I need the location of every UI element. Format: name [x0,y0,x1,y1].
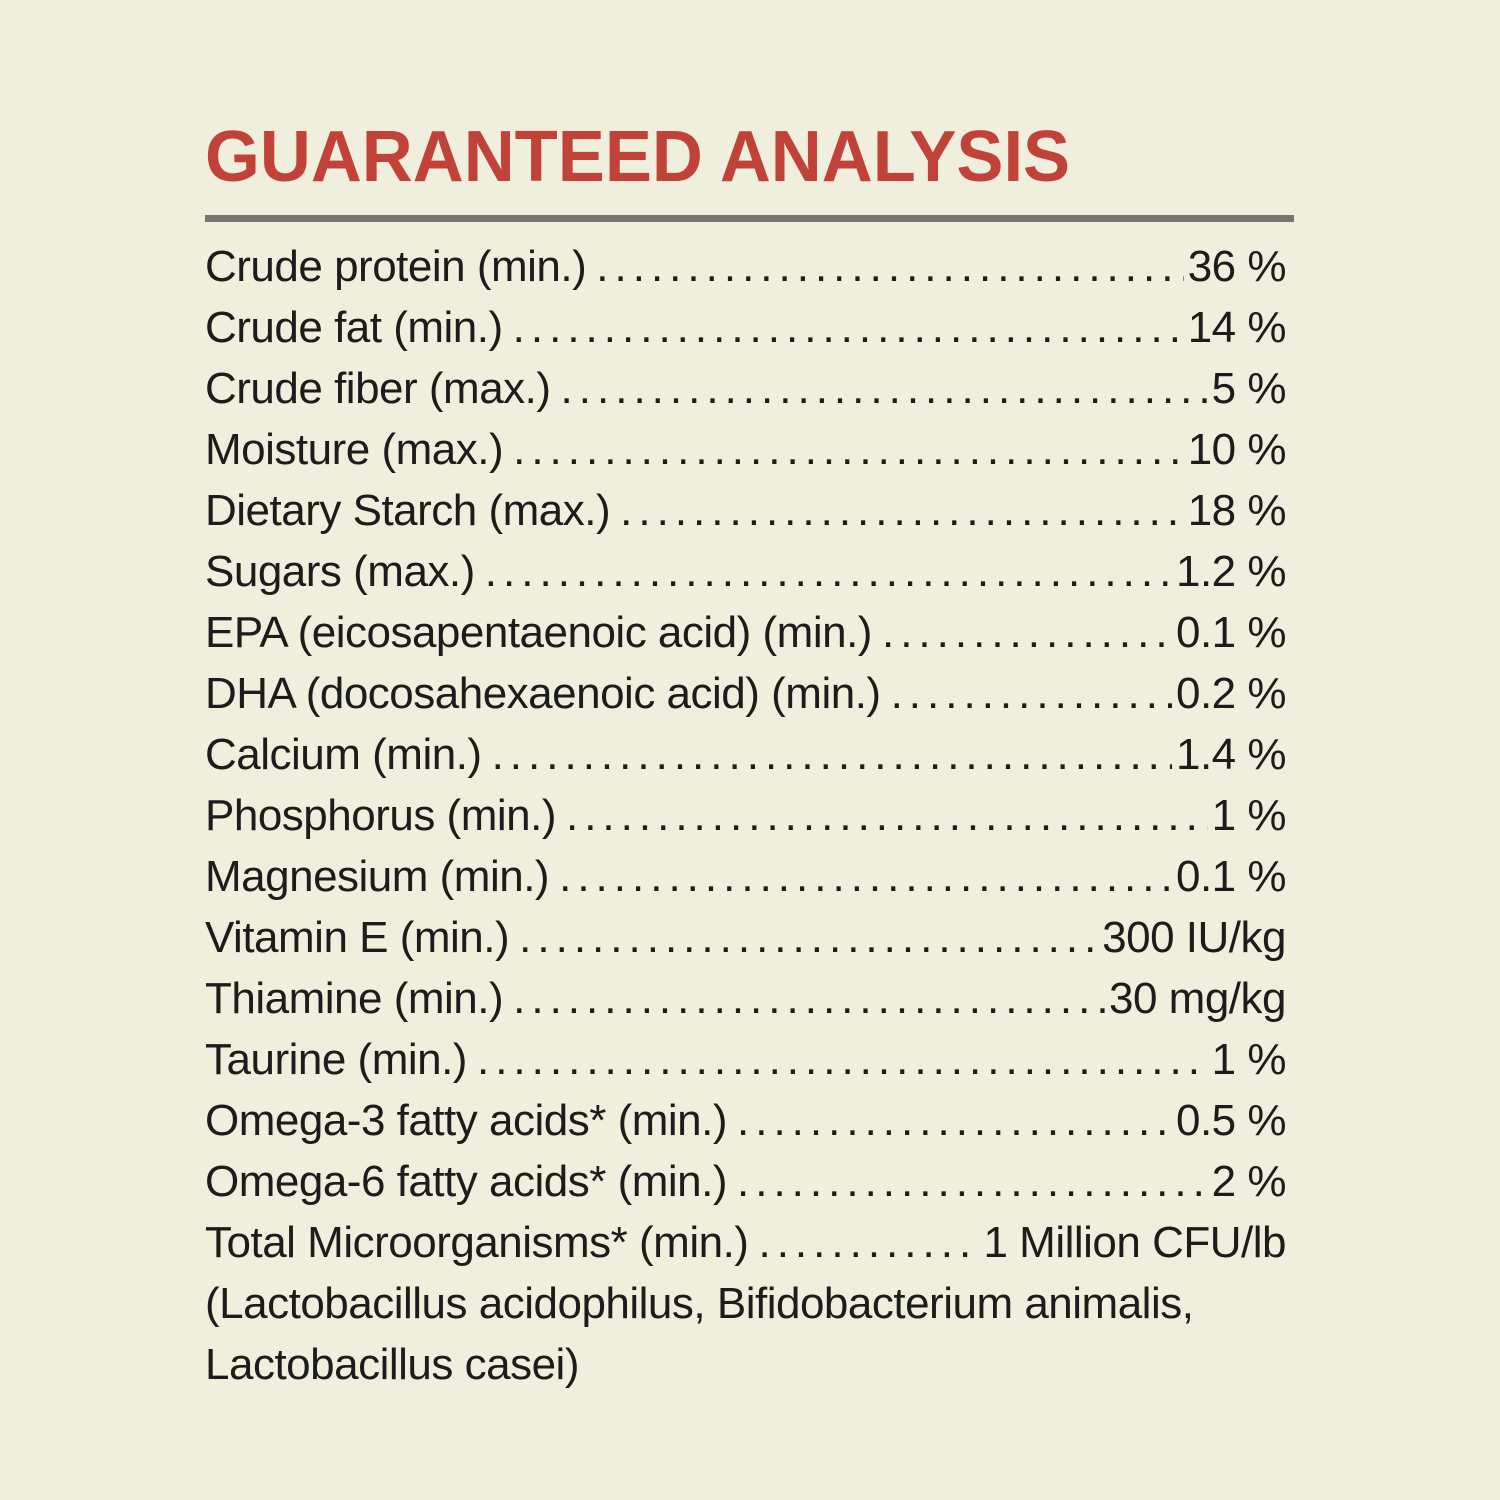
nutrient-label: Crude protein (min.) [205,242,587,291]
analysis-row [205,236,1294,297]
analysis-row [205,1029,1294,1090]
probiotic-species-line: (Lactobacillus acidophilus, Bifidobacterium animalis, [205,1279,1194,1328]
nutrient-value: 300 IU/kg [1102,913,1286,962]
nutrient-label: Omega-6 fatty acids* (min.) [205,1157,727,1206]
dot-leader [477,1029,1208,1090]
analysis-table [205,236,1294,1273]
analysis-row [205,480,1294,541]
dot-leader [485,541,1172,602]
nutrient-value: 14 % [1187,303,1286,352]
nutrient-value: 1.4 % [1175,730,1286,779]
nutrient-label: Crude fiber (max.) [205,364,551,413]
nutrient-label: Phosphorus (min.) [205,791,556,840]
nutrient-value: 36 % [1187,242,1286,291]
probiotic-species-note [205,1273,1294,1395]
title-divider [205,215,1294,222]
analysis-row [205,724,1294,785]
nutrient-value: 2 % [1211,1157,1286,1206]
analysis-row [205,541,1294,602]
dot-leader [513,419,1184,480]
analysis-row [205,358,1294,419]
nutrient-label: EPA (eicosapentaenoic acid) (min.) [205,608,872,657]
analysis-row [205,419,1294,480]
nutrient-value: 1 % [1211,1035,1286,1084]
dot-leader [559,846,1172,907]
nutrient-label: Calcium (min.) [205,730,482,779]
analysis-row [205,907,1294,968]
nutrient-value: 18 % [1187,486,1286,535]
analysis-row [205,846,1294,907]
nutrient-value: 1 % [1211,791,1286,840]
analysis-row [205,1212,1294,1273]
dot-leader [519,907,1098,968]
nutrient-label: Sugars (max.) [205,547,475,596]
dot-leader [566,785,1208,846]
nutrient-label: Thiamine (min.) [205,974,504,1023]
nutrient-value: 10 % [1187,425,1286,474]
nutrient-label: Taurine (min.) [205,1035,467,1084]
nutrient-label: Vitamin E (min.) [205,913,510,962]
analysis-row [205,1151,1294,1212]
nutrient-label: Moisture (max.) [205,425,504,474]
nutrient-label: Omega-3 fatty acids* (min.) [205,1096,727,1145]
analysis-row [205,602,1294,663]
page-title: GUARANTEED ANALYSIS [205,117,1071,197]
dot-leader [620,480,1184,541]
nutrient-value: 0.1 % [1175,608,1286,657]
nutrient-label: Total Microorganisms* (min.) [205,1218,749,1267]
dot-leader [513,968,1105,1029]
dot-leader [882,602,1172,663]
analysis-row [205,968,1294,1029]
analysis-row [205,785,1294,846]
nutrient-value: 0.1 % [1175,852,1286,901]
dot-leader [596,236,1183,297]
dot-leader [561,358,1208,419]
nutrient-value: 30 mg/kg [1109,974,1286,1023]
nutrient-label: Crude fat (min.) [205,303,503,352]
nutrient-label: Dietary Starch (max.) [205,486,611,535]
analysis-row [205,1090,1294,1151]
analysis-row [205,663,1294,724]
nutrient-value: 0.5 % [1175,1096,1286,1145]
dot-leader [891,663,1172,724]
nutrient-label: Magnesium (min.) [205,852,550,901]
dot-leader [737,1151,1208,1212]
nutrient-label: DHA (docosahexaenoic acid) (min.) [205,669,881,718]
nutrient-value: 1.2 % [1175,547,1286,596]
dot-leader [737,1090,1172,1151]
analysis-row [205,297,1294,358]
dot-leader [492,724,1172,785]
nutrient-value: 1 Million CFU/lb [983,1218,1286,1267]
nutrient-value: 0.2 % [1175,669,1286,718]
dot-leader [758,1212,979,1273]
probiotic-species-line: Lactobacillus casei) [205,1340,579,1389]
dot-leader [513,297,1184,358]
nutrient-value: 5 % [1211,364,1286,413]
